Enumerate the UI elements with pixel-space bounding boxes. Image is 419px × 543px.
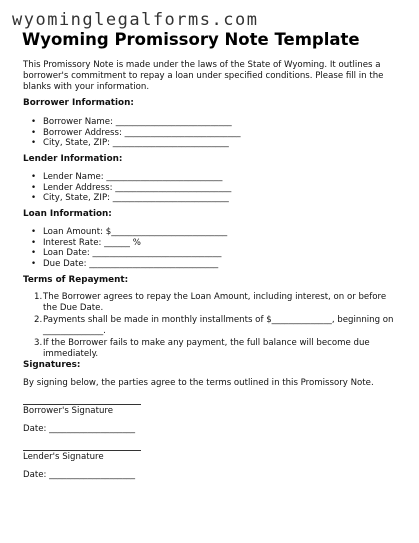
terms-heading: Terms of Repayment: <box>23 275 129 285</box>
borrower-name-field: • Borrower Name: ___________________________ <box>31 117 241 128</box>
borrower-address-field: • Borrower Address: ___________________________ <box>31 128 241 139</box>
lender-list <box>31 172 231 204</box>
loan-amount-field: • Loan Amount: $___________________________ <box>31 227 227 238</box>
loan-list <box>31 227 227 269</box>
borrower-list <box>31 117 241 149</box>
borrower-date-field: Date: ____________________ <box>23 424 136 434</box>
borrower-signature-label: Borrower's Signature <box>23 406 114 416</box>
borrower-heading: Borrower Information: <box>23 98 134 108</box>
site-watermark: wyominglegalforms.com <box>12 10 259 30</box>
borrower-signature-line <box>23 404 141 405</box>
loan-heading: Loan Information: <box>23 209 112 219</box>
lender-city-field: • City, State, ZIP: ___________________________ <box>31 193 231 204</box>
intro-paragraph: This Promissory Note is made under the laws of the State of Wyoming. It outlines a borrower's commitment to repay a loan under specified conditions. Please fill in the blanks with your information. <box>23 60 384 92</box>
document-title: Wyoming Promissory Note Template <box>22 30 360 49</box>
due-date-field: • Due Date: ______________________________ <box>31 259 227 270</box>
term-item: 1. The Borrower agrees to repay the Loan Amount, including interest, on or before the Due Date. <box>34 292 387 313</box>
terms-list <box>23 292 395 361</box>
lender-date-field: Date: ____________________ <box>23 470 136 480</box>
lender-signature-line <box>23 450 141 451</box>
lender-heading: Lender Information: <box>23 154 123 164</box>
term-item: 2. Payments shall be made in monthly installments of $______________, beginning on ______________. <box>34 315 394 336</box>
lender-address-field: • Lender Address: ___________________________ <box>31 183 231 194</box>
lender-signature-label: Lender's Signature <box>23 452 104 462</box>
lender-name-field: • Lender Name: ___________________________ <box>31 172 231 183</box>
signatures-heading: Signatures: <box>23 360 81 370</box>
borrower-city-field: • City, State, ZIP: ___________________________ <box>31 138 241 149</box>
term-item: 3. If the Borrower fails to make any payment, the full balance will become due immediately. <box>34 338 370 359</box>
loan-date-field: • Loan Date: ______________________________ <box>31 248 227 259</box>
signatures-statement: By signing below, the parties agree to the terms outlined in this Promissory Note. <box>23 378 374 388</box>
interest-rate-field: • Interest Rate: ______ % <box>31 238 227 249</box>
